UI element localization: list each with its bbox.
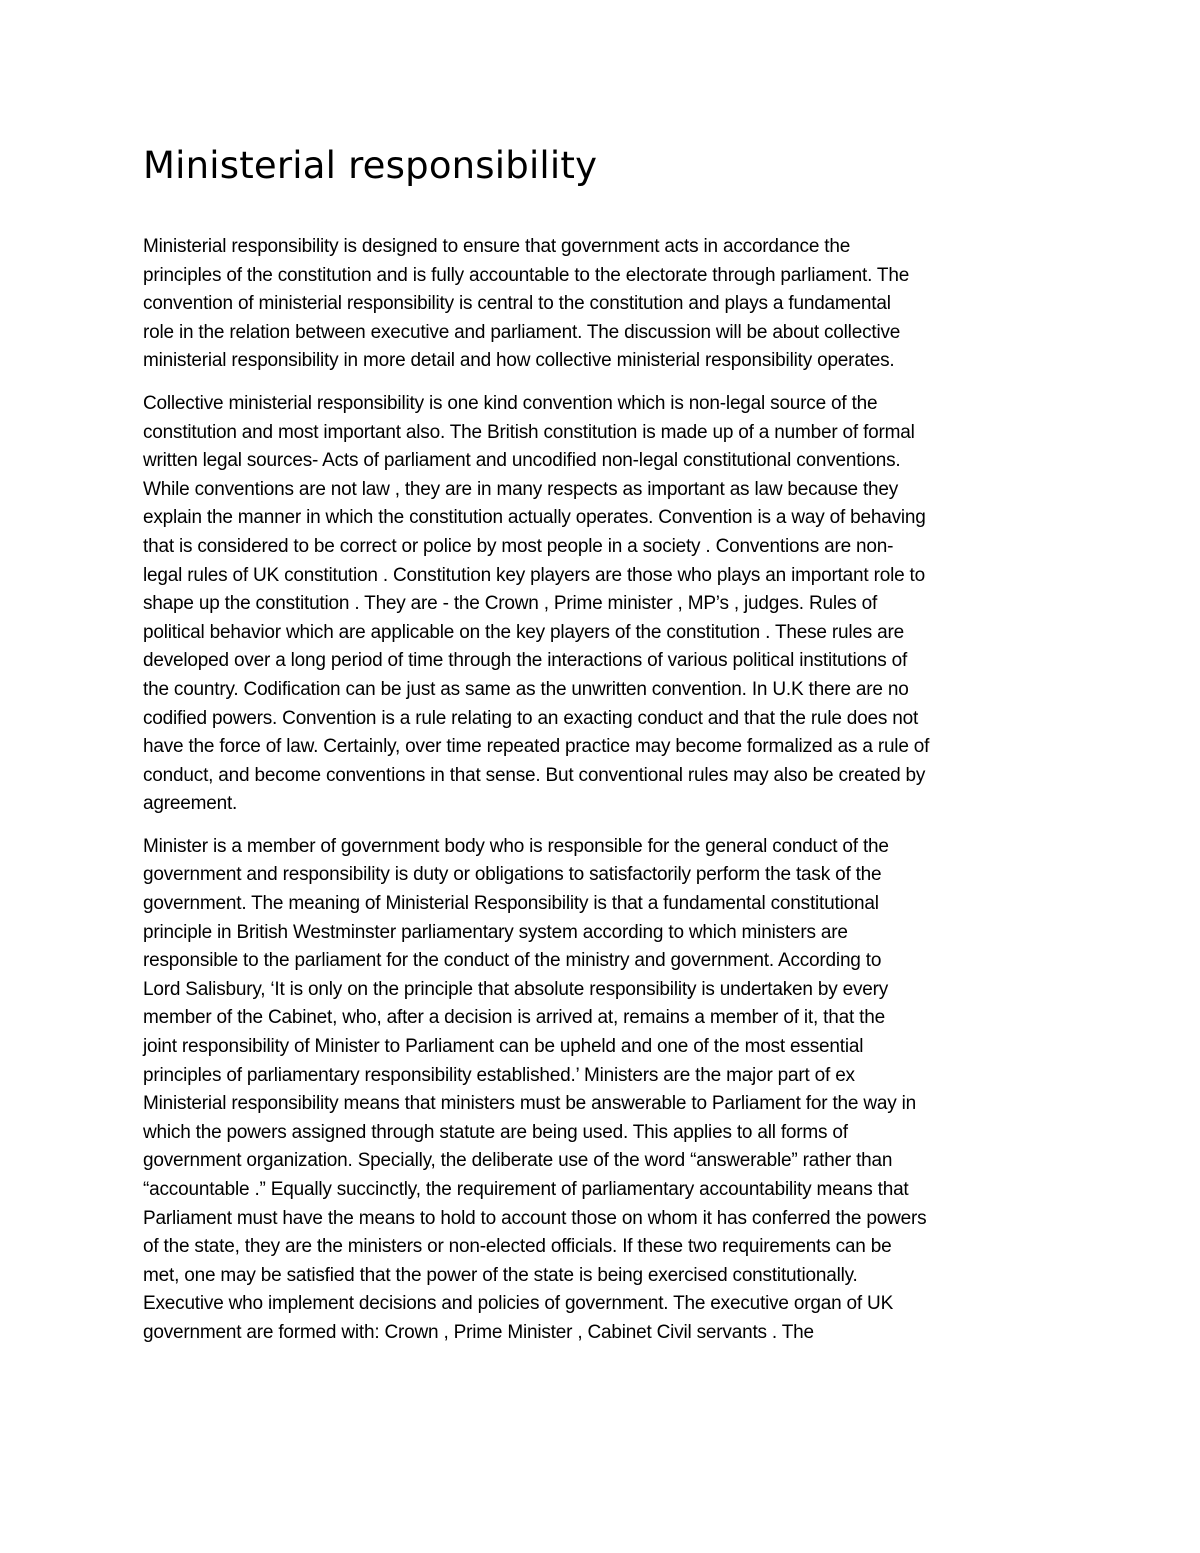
text-line: constitution and most important also. The British constitution is made up of a number of formal: [143, 421, 915, 443]
text-line: principles of the constitution and is fully accountable to the electorate through parliament. The: [143, 264, 910, 286]
text-line: member of the Cabinet, who, after a decision is arrived at, remains a member of it, that the: [143, 1007, 885, 1029]
text-line: Parliament must have the means to hold to account those on whom it has conferred the powers: [143, 1207, 927, 1229]
text-line: which the powers assigned through statute are being used. This applies to all forms of: [143, 1121, 848, 1143]
text-line: Ministerial responsibility is designed to ensure that government acts in accordance the: [143, 236, 851, 257]
text-line: met, one may be satisfied that the power of the state is being exercised constitutionally.: [143, 1264, 858, 1286]
text-line: While conventions are not law , they are in many respects as important as law because they: [143, 478, 899, 500]
text-line: joint responsibility of Minister to Parliament can be upheld and one of the most essential: [143, 1036, 864, 1058]
text-line: developed over a long period of time through the interactions of various political institutions of: [143, 650, 908, 672]
text-line: written legal sources- Acts of parliament and uncodified non-legal constitutional conventions.: [143, 450, 901, 472]
text-line: that is considered to be correct or police by most people in a society . Conventions are non-: [143, 535, 894, 557]
text-line: Executive who implement decisions and policies of government. The executive organ of UK: [143, 1293, 894, 1315]
text-line: codified powers. Convention is a rule relating to an exacting conduct and that the rule does not: [143, 707, 919, 729]
text-line: government and responsibility is duty or obligations to satisfactorily perform the task of the: [143, 864, 882, 886]
text-line: Minister is a member of government body who is responsible for the general conduct of the: [143, 835, 889, 857]
text-line: agreement.: [143, 793, 238, 815]
paragraph-2: [143, 390, 1073, 819]
text-line: principles of parliamentary responsibility established.’ Ministers are the major part of ex: [143, 1064, 855, 1086]
text-line: Collective ministerial responsibility is one kind convention which is non-legal source of the: [143, 392, 878, 414]
text-line: government. The meaning of Ministerial Responsibility is that a fundamental constitutional: [143, 893, 879, 915]
text-line: government organization. Specially, the deliberate use of the word “answerable” rather than: [143, 1150, 893, 1172]
text-line: Lord Salisbury, ‘It is only on the principle that absolute responsibility is undertaken by every: [143, 978, 889, 1000]
text-line: convention of ministerial responsibility is central to the constitution and plays a fundamental: [143, 293, 891, 315]
text-line: conduct, and become conventions in that sense. But conventional rules may also be created by: [143, 764, 926, 786]
text-line: have the force of law. Certainly, over time repeated practice may become formalized as a rule of: [143, 736, 930, 758]
text-line: explain the manner in which the constitution actually operates. Convention is a way of behaving: [143, 507, 926, 529]
text-line: political behavior which are applicable on the key players of the constitution . These rules are: [143, 621, 904, 643]
document-title: Ministerial responsibility: [143, 144, 598, 187]
text-line: government are formed with: Crown , Prime Minister , Cabinet Civil servants . The: [143, 1321, 814, 1343]
paragraph-1: [143, 233, 1073, 376]
text-line: shape up the constitution . They are - the Crown , Prime minister , MP’s , judges. Rules of: [143, 593, 878, 615]
paragraph-3: [143, 833, 1073, 1348]
document-body: [143, 233, 1073, 1362]
text-line: of the state, they are the ministers or non-elected officials. If these two requirements can be: [143, 1236, 892, 1258]
text-line: Ministerial responsibility means that ministers must be answerable to Parliament for the way in: [143, 1093, 916, 1115]
text-line: principle in British Westminster parliamentary system according to which ministers are: [143, 921, 848, 943]
text-line: ministerial responsibility in more detail and how collective ministerial responsibility operates.: [143, 350, 895, 372]
text-line: role in the relation between executive and parliament. The discussion will be about collective: [143, 321, 901, 343]
text-line: “accountable .” Equally succinctly, the requirement of parliamentary accountability means that: [143, 1179, 909, 1200]
text-line: responsible to the parliament for the conduct of the ministry and government. According to: [143, 950, 882, 972]
text-line: legal rules of UK constitution . Constitution key players are those who plays an important role to: [143, 564, 925, 586]
text-line: the country. Codification can be just as same as the unwritten convention. In U.K there are no: [143, 678, 909, 700]
